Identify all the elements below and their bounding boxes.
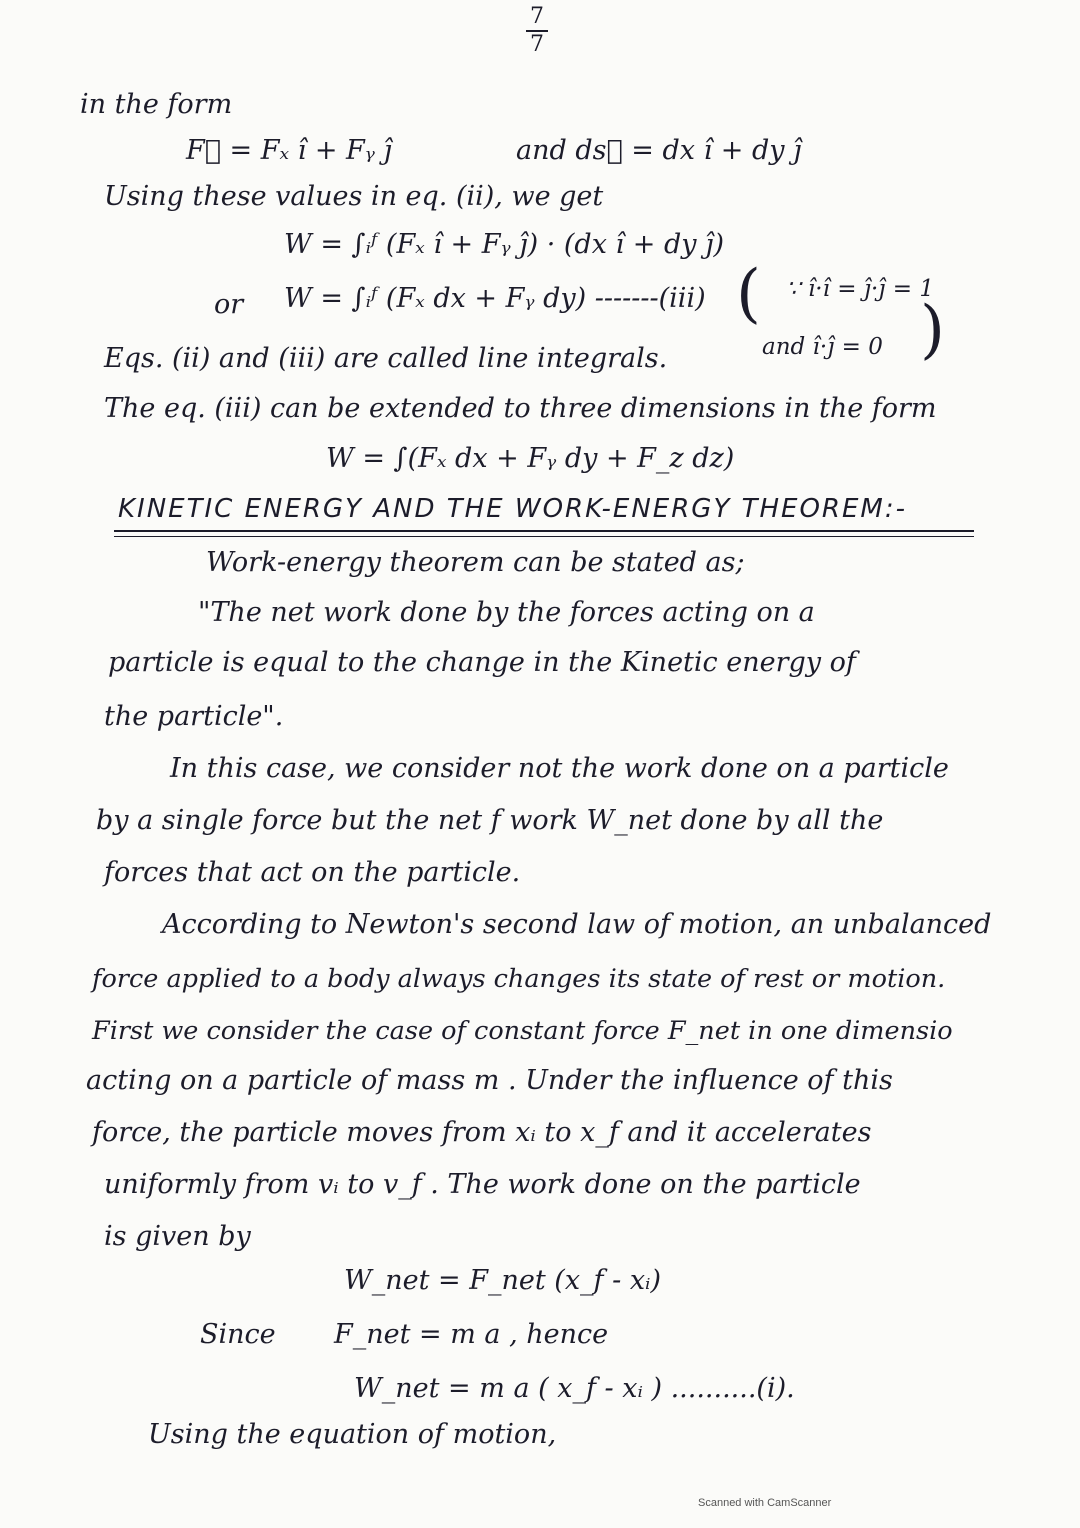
text-line-1: in the form [80, 89, 233, 120]
text-line-27: Using the equation of motion, [148, 1419, 557, 1450]
unit-vector-note-1: ∵ î·î = ĵ·ĵ = 1 [786, 276, 934, 302]
text-line-19: First we consider the case of constant force F_net in one dimensio [92, 1016, 953, 1046]
work-net-equation-i: W_net = m a ( x_f - xᵢ ) ..........(i). [354, 1373, 795, 1404]
text-line-15: by a single force but the net f work W_net done by all the [96, 805, 884, 836]
text-line-21: force, the particle moves from xᵢ to x_f and it accelerates [92, 1117, 872, 1148]
page-number-numerator: 7 [530, 4, 544, 29]
work-net-force-equation: W_net = F_net (x_f - xᵢ) [344, 1265, 662, 1296]
work-3d-integral: W = ∫(Fₓ dx + Fᵧ dy + F_z dz) [326, 443, 735, 474]
heading-underline-2 [114, 536, 974, 537]
text-line-20: acting on a particle of mass m . Under the influence of this [86, 1065, 893, 1096]
text-line-16: forces that act on the particle. [104, 857, 521, 888]
scanner-watermark: Scanned with CamScanner [698, 1497, 832, 1509]
theorem-quote-line-2: particle is equal to the change in the Kinetic energy of [108, 647, 856, 678]
newton-second-law-equation: F_net = m a , hence [334, 1319, 609, 1350]
bracket-close: ) [920, 293, 945, 367]
text-line-7: The eq. (iii) can be extended to three dimensions in the form [104, 393, 937, 424]
work-integral-equation-iii: W = ∫ᵢᶠ (Fₓ dx + Fᵧ dy) -------(iii) [284, 283, 706, 314]
text-line-14: In this case, we consider not the work done on a particle [170, 753, 949, 784]
work-integral-dot-product: W = ∫ᵢᶠ (Fₓ î + Fᵧ ĵ) · (dx î + dy ĵ) [284, 229, 724, 260]
theorem-quote-line-1: "The net work done by the forces acting on a [198, 597, 815, 628]
theorem-quote-line-3: the particle". [104, 701, 284, 732]
text-line-10: Work-energy theorem can be stated as; [206, 547, 745, 578]
unit-vector-note-2: and î·ĵ = 0 [762, 334, 883, 360]
text-line-23: is given by [104, 1221, 251, 1252]
bracket-open: ( [736, 257, 761, 331]
text-line-18: force applied to a body always changes its state of rest or motion. [92, 964, 946, 994]
since-label: Since [200, 1319, 276, 1350]
text-line-6: Eqs. (ii) and (iii) are called line integrals. [104, 343, 668, 374]
section-heading: KINETIC ENERGY AND THE WORK-ENERGY THEOREM:- [118, 494, 907, 524]
displacement-vector-equation: and ds⃗ = dx î + dy ĵ [516, 135, 802, 166]
text-line-17: According to Newton's second law of motion, an unbalanced [162, 909, 992, 940]
or-label: or [214, 289, 244, 320]
page-number-denominator: 7 [530, 32, 544, 57]
text-line-22: uniformly from vᵢ to v_f . The work done on the particle [104, 1169, 861, 1200]
heading-underline-1 [114, 530, 974, 532]
text-line-3: Using these values in eq. (ii), we get [104, 181, 604, 212]
force-vector-equation: F⃗ = Fₓ î + Fᵧ ĵ [186, 135, 392, 166]
